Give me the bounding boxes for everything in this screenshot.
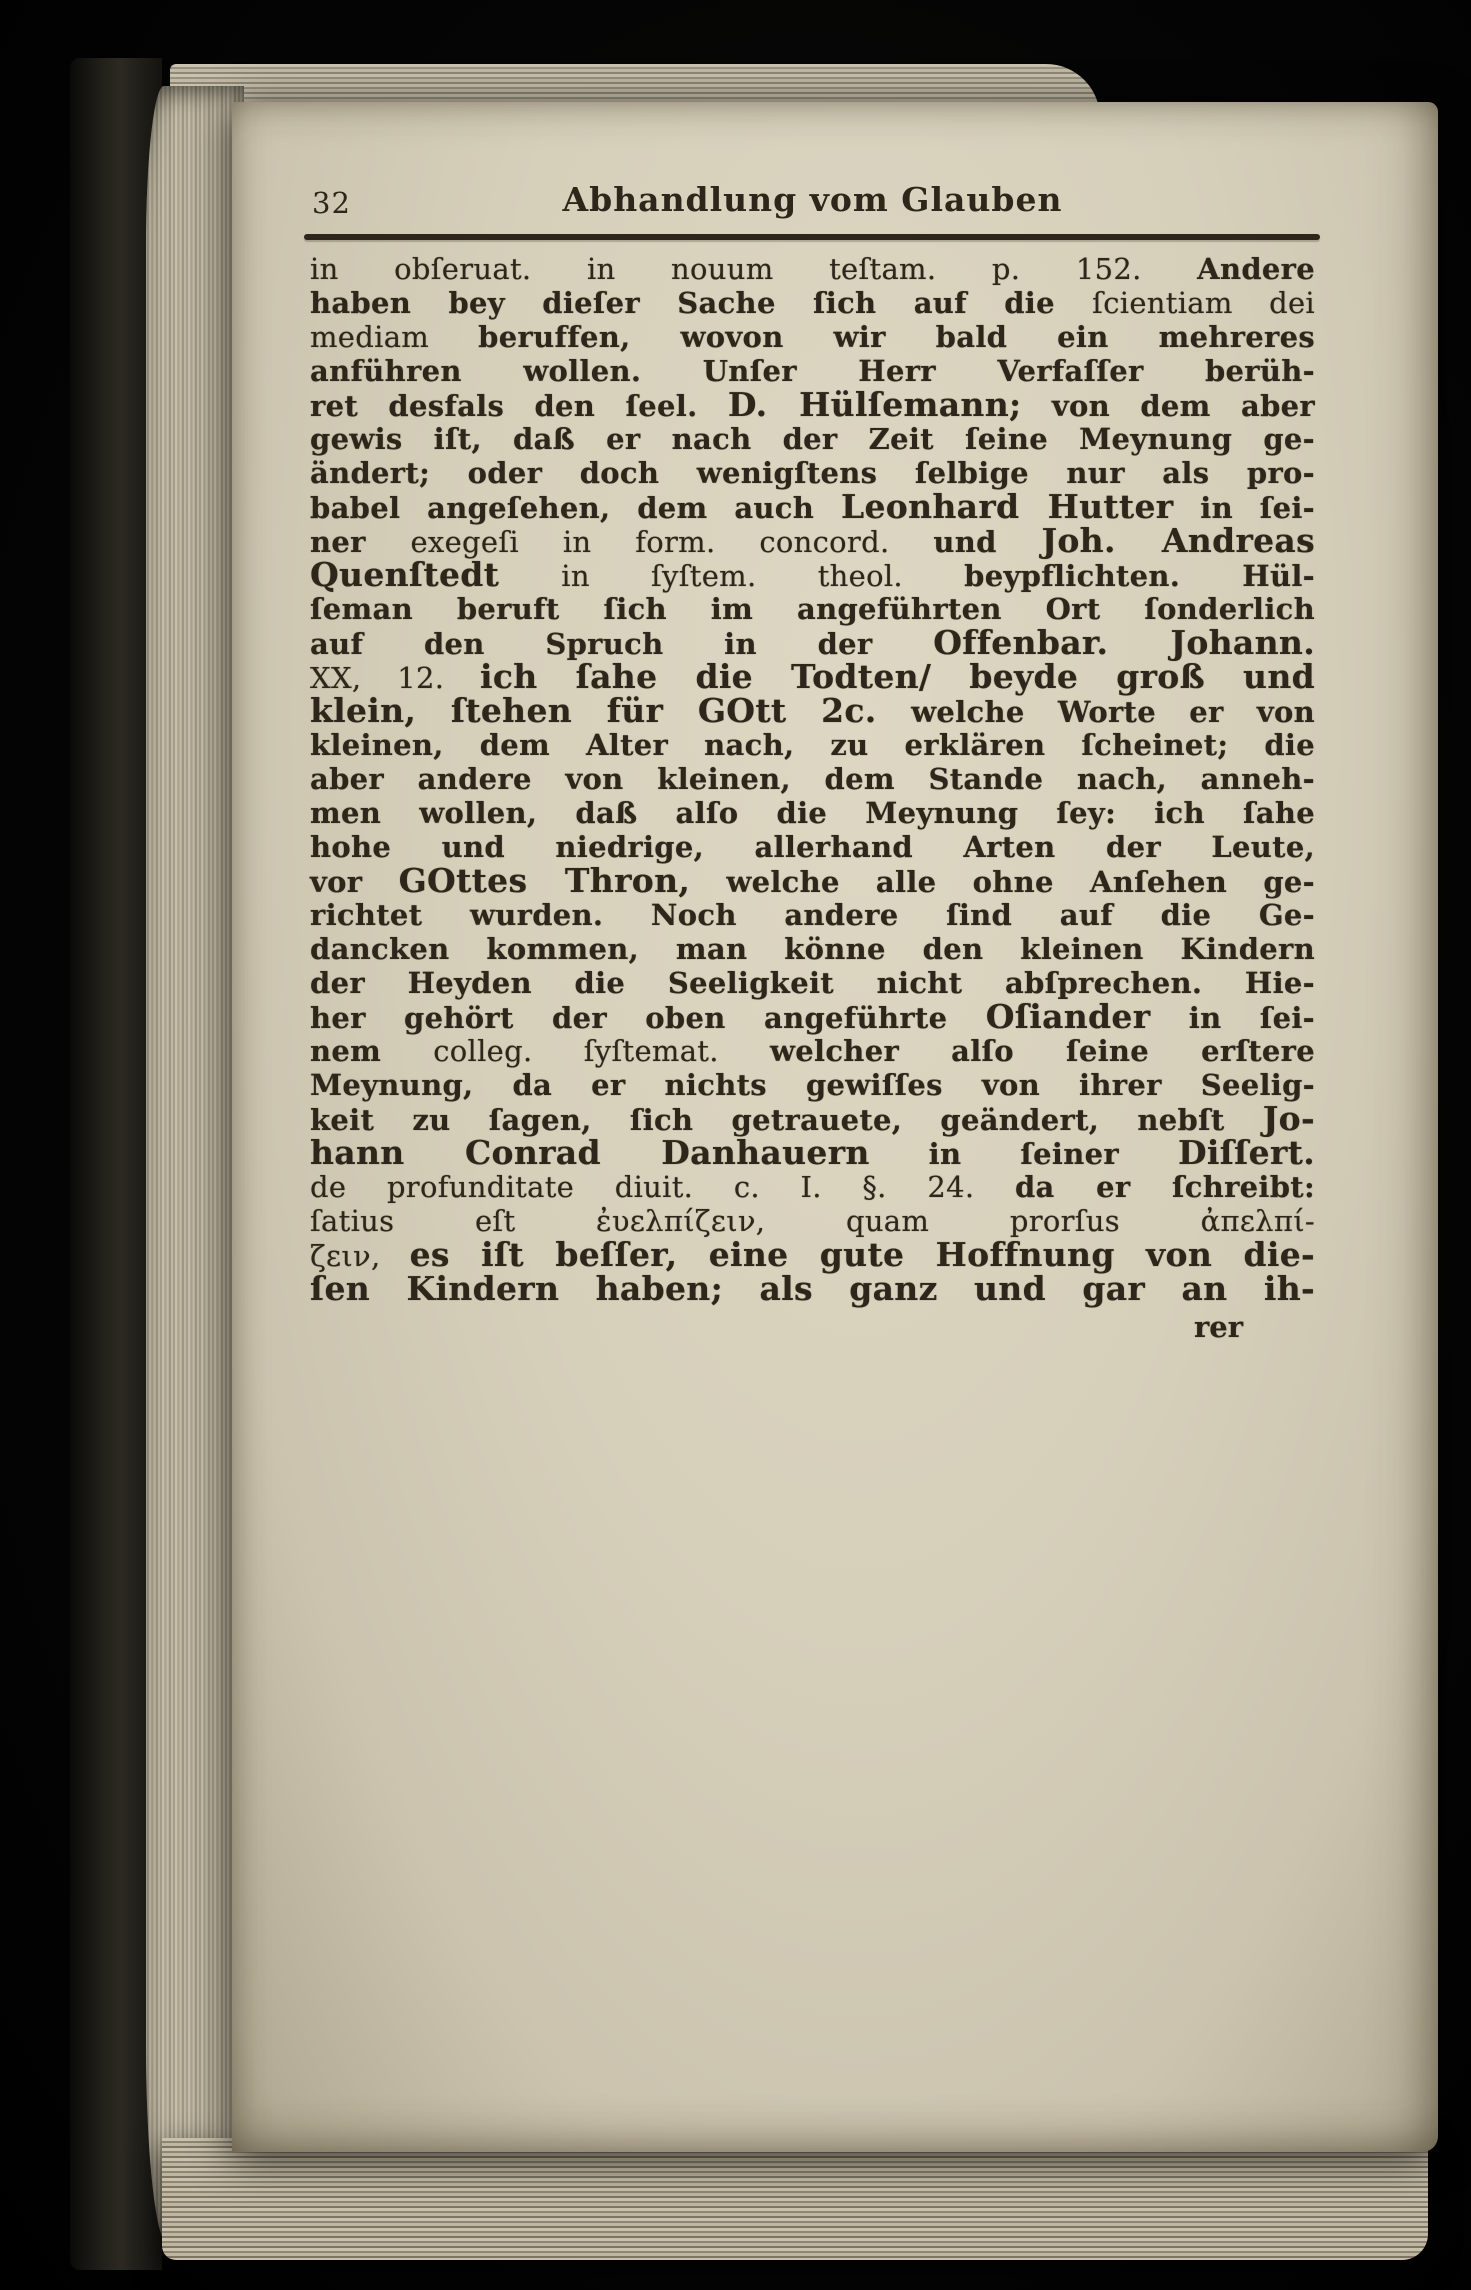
text-line — [310, 555, 1315, 594]
text-line — [310, 487, 1315, 526]
text-segment-emph: Diſſert. — [1177, 1133, 1315, 1172]
text-segment-latin: in ſyſtem. theol. — [561, 559, 965, 593]
text-line — [310, 354, 1315, 388]
text-segment-de: ret desfals den ſeel. — [310, 389, 728, 423]
text-line — [310, 592, 1315, 626]
text-segment-de: richtet wurden. Noch andere ſind auf die Ge- — [310, 898, 1315, 932]
text-segment-de: nem — [310, 1034, 434, 1068]
text-segment-de: dancken kommen, man könne den kleinen Kindern — [310, 932, 1315, 966]
text-segment-de: auf den Spruch in der — [310, 627, 934, 661]
text-line — [310, 830, 1315, 864]
text-segment-de: anführen wollen. Unſer Herr Verfaſſer berüh- — [310, 354, 1315, 388]
page-number: 32 — [312, 186, 351, 220]
text-segment-de: beypflichten. Hül- — [964, 559, 1315, 593]
text-segment-de — [499, 559, 561, 593]
running-title: Abhandlung vom Glauben — [562, 180, 1063, 219]
text-segment-de: beruffen, wovon wir bald ein mehreres — [478, 320, 1315, 354]
body-text — [310, 252, 1315, 1306]
text-segment-de: ner — [310, 525, 411, 559]
text-line — [310, 521, 1315, 560]
text-line — [310, 762, 1315, 796]
text-segment-de: und — [933, 525, 1042, 559]
text-segment-latin: mediam — [310, 320, 479, 354]
text-segment-de: Andere — [1197, 252, 1315, 286]
text-line — [310, 1133, 1315, 1172]
page-stack-bottom-edge — [162, 2138, 1428, 2260]
text-segment-de: her gehört der oben angeführte — [310, 1001, 986, 1035]
catchword: rer — [1193, 1310, 1243, 1344]
text-line — [310, 898, 1315, 932]
text-segment-de: hohe und niedrige, allerhand Arten der Leute, — [310, 830, 1315, 864]
text-segment-de: von dem aber — [1021, 389, 1316, 423]
text-segment-emph: GOttes Thron, — [398, 861, 691, 900]
text-segment-emph: D. Hülſemann; — [727, 385, 1022, 424]
text-segment-de: haben bey dieſer Sache ſich auf die — [310, 286, 1093, 320]
text-line — [310, 422, 1315, 456]
text-segment-de: in ſei- — [1150, 1001, 1315, 1035]
text-segment-latin: in obſeruat. in nouum teſtam. p. 152. — [310, 252, 1198, 286]
text-line — [310, 1068, 1315, 1102]
text-segment-emph: es iſt beſſer, eine gute Hoffnung von die- — [409, 1235, 1315, 1274]
text-segment-de: babel angeſehen, dem auch — [310, 491, 841, 525]
text-line — [310, 932, 1315, 966]
text-line — [310, 1170, 1315, 1204]
text-segment-latin: ſatius eſt ἐυελπίζειν, quam prorſus ἀπελπί- — [310, 1204, 1315, 1238]
text-segment-de: keit zu ſagen, ſich getrauete, geändert, nebſt — [310, 1103, 1263, 1137]
text-segment-latin: ſcientiam dei — [1092, 286, 1315, 320]
text-line — [310, 657, 1315, 696]
text-segment-de: Meynung, da er nichts gewiſſes von ihrer Seelig- — [310, 1068, 1315, 1102]
text-line — [310, 861, 1315, 900]
text-segment-emph: hann Conrad Danhauern — [310, 1133, 870, 1172]
text-line — [310, 320, 1315, 354]
page-header — [310, 180, 1315, 226]
text-line — [310, 1099, 1315, 1138]
text-line — [310, 1034, 1315, 1068]
text-segment-de: der Heyden die Seeligkeit nicht abſprechen. Hie- — [310, 966, 1315, 1000]
text-segment-de: in ſei- — [1173, 491, 1315, 525]
text-segment-emph: ſen Kindern haben; als ganz und gar an ih- — [310, 1269, 1315, 1308]
text-segment-emph: Joh. Andreas — [1041, 521, 1315, 560]
text-line — [310, 1235, 1315, 1274]
text-line — [310, 966, 1315, 1000]
text-segment-emph: Jo- — [1262, 1099, 1315, 1138]
text-segment-de: kleinen, dem Alter nach, zu erklären ſcheinet; die — [310, 728, 1315, 762]
book-page — [232, 102, 1438, 2152]
text-segment-latin: exegeſi in form. concord. — [410, 525, 934, 559]
text-segment-emph: ich ſahe die Todten/ beyde groß und — [480, 657, 1315, 696]
text-line — [310, 252, 1315, 286]
text-segment-latin: colleg. ſyſtemat. — [433, 1034, 771, 1068]
text-segment-de: men wollen, daß alſo die Meynung ſey: ich ſahe — [310, 796, 1315, 830]
text-segment-emph: Oſiander — [985, 997, 1151, 1036]
header-rule — [304, 234, 1320, 240]
text-line — [310, 796, 1315, 830]
text-segment-de: gewis iſt, daß er nach der Zeit ſeine Meynung ge- — [310, 422, 1315, 456]
text-line — [310, 728, 1315, 762]
text-segment-de: welche Worte er von — [911, 695, 1315, 729]
text-segment-latin: de profunditate diuit. c. I. §. 24. — [310, 1170, 1015, 1204]
page-stack-left-edge — [146, 86, 244, 2244]
text-segment-de: aber andere von kleinen, dem Stande nach, anneh- — [310, 762, 1315, 796]
text-line — [310, 1204, 1315, 1238]
text-segment-de: vor — [310, 865, 399, 899]
text-segment-de: in ſeiner — [869, 1137, 1178, 1171]
text-line — [310, 691, 1315, 730]
text-segment-emph: Offenbar. Johann. — [933, 623, 1315, 662]
text-segment-latin: XX, 12. — [310, 661, 481, 695]
text-segment-de: ändert; oder doch wenigſtens ſelbige nur als pro- — [310, 456, 1315, 490]
text-line — [310, 286, 1315, 320]
text-segment-de: welcher alſo ſeine erſtere — [770, 1034, 1316, 1068]
text-line — [310, 1269, 1315, 1308]
text-line — [310, 623, 1315, 662]
text-line — [310, 456, 1315, 490]
text-segment-de: welche alle ohne Anſehen ge- — [690, 865, 1315, 899]
text-line — [310, 997, 1315, 1036]
text-segment-emph: Quenſtedt — [310, 555, 500, 594]
text-segment-latin: ζειν, — [310, 1239, 410, 1273]
text-segment-emph: klein, ſtehen für GOtt 2c. — [310, 691, 912, 730]
text-segment-de: da er ſchreibt: — [1014, 1170, 1315, 1204]
text-segment-emph: Leonhard Hutter — [840, 487, 1174, 526]
text-line — [310, 385, 1316, 424]
text-segment-de: ſeman beruft ſich im angeführten Ort ſonderlich — [310, 592, 1315, 626]
